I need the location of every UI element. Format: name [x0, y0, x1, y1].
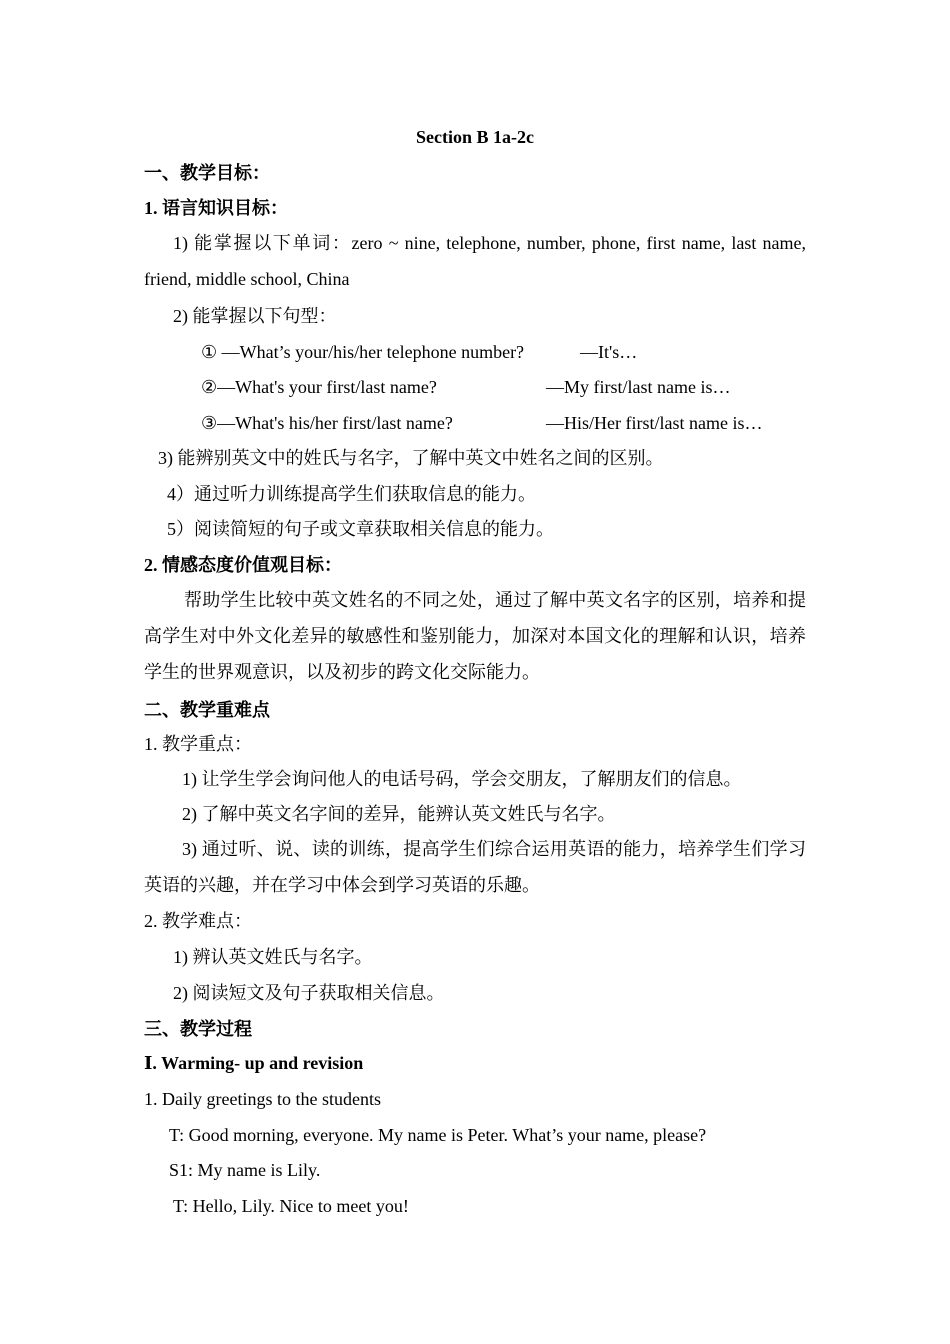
section-heading-process: 三、教学过程 [144, 1019, 252, 1039]
pattern-answer: —My first/last name is… [546, 377, 731, 397]
pattern-answer: —It's… [580, 342, 638, 362]
document-title: Section B 1a-2c [416, 127, 534, 147]
key-point-3: 3) 通过听、说、读的训练，提高学生们综合运用英语的能力，培养学生们学习英语的兴趣，并在学习中体会到学习英语的乐趣。 [144, 839, 806, 895]
section-heading-objectives: 一、教学目标： [144, 163, 270, 183]
key-point-2: 2) 了解中英文名字间的差异，能辨认英文姓氏与名字。 [182, 804, 616, 824]
subheading-emotional-goals: 2. 情感态度价值观目标： [144, 555, 342, 575]
difficulty-1: 1) 辨认英文姓氏与名字。 [173, 947, 373, 967]
part-heading-warming-up [144, 1051, 363, 1075]
emotional-goals-paragraph: 帮助学生比较中英文姓名的不同之处，通过了解中英文名字的区别，培养和提高学生对中外文化差异的敏感性和鉴别能力，加深对本国文化的理解和认识，培养学生的世界观意识，以及初步的跨文化交际能力。 [144, 590, 806, 682]
roman-numeral: Ⅰ. [144, 1053, 157, 1073]
key-point-1: 1) 让学生学会询问他人的电话号码，学会交朋友，了解朋友们的信息。 [182, 769, 742, 789]
step-heading: 1. Daily greetings to the students [144, 1089, 381, 1109]
difficulty-2: 2) 阅读短文及句子获取相关信息。 [173, 983, 445, 1003]
part-title: Warming- up and revision [156, 1053, 364, 1073]
pattern-question: ① —What’s your/his/her telephone number? [201, 342, 525, 362]
objective-item-3: 3) 能辨别英文中的姓氏与名字，了解中英文中姓名之间的区别。 [158, 448, 664, 468]
dialog-line: T: Hello, Lily. Nice to meet you! [173, 1196, 409, 1216]
subheading-key-points: 1. 教学重点： [144, 734, 252, 754]
dialog-line: S1: My name is Lily. [169, 1160, 321, 1180]
objective-item-4: 4）通过听力训练提高学生们获取信息的能力。 [167, 484, 536, 504]
subheading-language-knowledge: 1. 语言知识目标： [144, 198, 288, 218]
dialog-line: T: Good morning, everyone. My name is Peter. What’s your name, please? [169, 1125, 707, 1145]
pattern-question: ③—What's his/her first/last name? [201, 413, 453, 433]
pattern-question: ②—What's your first/last name? [201, 377, 437, 397]
section-heading-key-points: 二、教学重难点 [144, 700, 270, 720]
pattern-answer: —His/Her first/last name is… [546, 413, 763, 433]
vocabulary-objective: 1) 能掌握以下单词：zero ~ nine, telephone, number, phone, first name, last name, friend, middle school, China [144, 233, 806, 289]
objective-item-5: 5）阅读简短的句子或文章获取相关信息的能力。 [167, 519, 554, 539]
subheading-difficulties: 2. 教学难点： [144, 911, 252, 931]
sentence-pattern-intro: 2) 能掌握以下句型： [173, 306, 337, 326]
